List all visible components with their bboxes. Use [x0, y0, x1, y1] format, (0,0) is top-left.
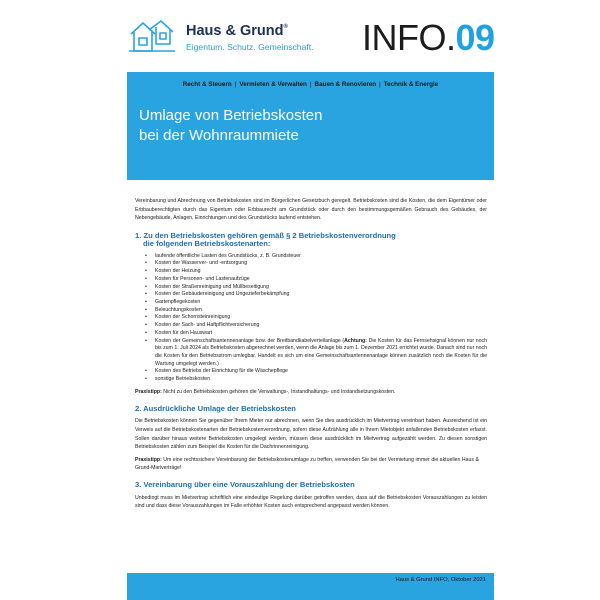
document-title	[139, 106, 322, 145]
list-item: • Kosten für den Hauswart	[145, 330, 487, 338]
info-number-title: INFO.09	[362, 17, 495, 58]
list-item-antenna: • Kosten der Gemeinschaftsantennenanlage bzw. der Breitbandkabelverteilanlage (Achtung: Die Kosten für das Fernsehsignal können nur noch bis zum 1. Juli 2024 als Betriebskosten abgerechnet werden, wenn die Anlage bis zum 1. Dezember 2021 errichtet wurde. Danach sind nur noch die Kosten für den Betriebsstrom umlegbar. Handelt es sich um eine Gemeinschaftsantennenanlage können zusätzlich noch die Kosten für die Wartung umgelegt werden.)	[145, 338, 487, 369]
list-item: • Kosten der Straßenreinigung und Müllbeseitigung	[145, 284, 487, 292]
title-banner	[127, 72, 494, 180]
nav-item-technik-energie[interactable]: Technik & Energie	[383, 81, 439, 88]
brand-name: Haus & Grund®	[186, 23, 288, 39]
nav-separator: |	[234, 81, 237, 88]
brand-tagline: Eigentum. Schutz. Gemeinschaft.	[186, 42, 314, 52]
title-line-2: bei der Wohnraummiete	[139, 126, 299, 144]
list-item: • Kosten der Heizung	[145, 268, 487, 276]
section-1-heading: 1. Zu den Betriebskosten gehören gemäß § 2 Betriebskostenverordnung die folgenden Betriebskostenarten:	[135, 230, 396, 249]
list-item: • Beleuchtungskosten	[145, 307, 487, 315]
nav-item-bauen-renovieren[interactable]: Bauen & Renovieren	[314, 81, 377, 88]
list-item: • Kosten für Personen- und Lastenaufzüge	[145, 276, 487, 284]
brand-logo[interactable]	[129, 20, 329, 60]
title-line-1: Umlage von Betriebskosten	[139, 107, 323, 124]
list-item: • laufende öffentliche Lasten des Grundstücks, z. B. Grundsteuer	[145, 253, 487, 261]
document-body	[135, 197, 487, 511]
list-item: • Kosten der Sach- und Haftpflichtversicherung	[145, 322, 487, 330]
section-3-heading: 3. Vereinbarung über eine Vorauszahlung der Betriebskosten	[135, 480, 355, 490]
house-logo-icon	[129, 20, 175, 54]
intro-paragraph: Vereinbarung und Abrechnung von Betriebskosten sind im Bürgerlichen Gesetzbuch geregelt. Betriebskosten sind die Kosten, die dem Eigentümer oder Erbbauberechtigten durch das Eigentum oder Erbbaurecht am Grundstück oder durch den bestimmungsgemäßen Gebrauch des Gebäudes, der Nebengebäude, Anlagen, Einrichtungen und des Grundstücks laufend entstehen.	[135, 198, 487, 222]
nav-separator: |	[309, 81, 312, 88]
nav-item-recht-steuern[interactable]: Recht & Steuern	[182, 81, 232, 88]
list-item: • Kosten der Schornsteinreinigung	[145, 314, 487, 322]
nav-item-vermieten-verwalten[interactable]: Vermieten & Verwalten	[239, 81, 307, 88]
cost-types-list	[135, 253, 487, 384]
nav-separator: |	[379, 81, 381, 88]
list-item: • sonstige Betriebskosten	[145, 376, 487, 384]
category-nav	[127, 81, 494, 88]
footer-bar	[127, 573, 494, 600]
list-item: • Kosten der Wasserver- und -entsorgung	[145, 260, 487, 268]
footer-text: Haus & Grund INFO, Oktober 2021	[395, 577, 486, 583]
list-item: • Kosten der Gebäudereinigung und Ungezieferbekämpfung	[145, 291, 487, 299]
section-2-text: Die Betriebskosten können Sie gegenüber Ihrem Mieter nur abrechnen, wenn Sie dies ausdrücklich im Mietvertrag vereinbart haben. Ausreichend ist ein Verweis auf die Betriebskostenarten der Betriebskostenverordnung, sofern diese Aufzählung alle in Ihrem Mietobjekt anfallenden Betriebskosten erfasst. Sollen darüber hinaus weitere Betriebskosten umgelegt werden, müssen diese ausdrücklich im Mietvertrag aufgezählt werden. Zu diesen sonstigen Betriebskosten zählen zum Beispiel die Kosten für die Dachrinnenreinigung.	[135, 418, 487, 451]
practice-tip-1: Praxistipp: Nicht zu den Betriebskosten gehören die Verwaltungs-, Instandhaltungs- und Instandsetzungskosten.	[135, 388, 396, 395]
document-page	[127, 0, 494, 600]
list-item: • Kosten des Betriebs der Einrichtung für die Wäschepflege	[145, 368, 487, 376]
list-item: • Gartenpflegekosten	[145, 299, 487, 307]
section-2-heading: 2. Ausdrückliche Umlage der Betriebskosten	[135, 403, 296, 413]
section-3-text: Unbedingt muss im Mietvertrag schriftlich eine eindeutige Regelung darüber getroffen werden, dass auf die Betriebskosten Vorauszahlungen zu leisten sind und dass diese Vorauszahlungen im Falle erhöhter Kosten auch entsprechend angepasst werden können.	[135, 494, 487, 510]
practice-tip-2: Praxistipp: Um eine rechtssichere Vereinbarung der Betriebskostenumlage zu treffen, verwenden Sie bei der Vermietung immer die aktuellen Haus & Grund-Mietverträge!	[135, 456, 479, 472]
